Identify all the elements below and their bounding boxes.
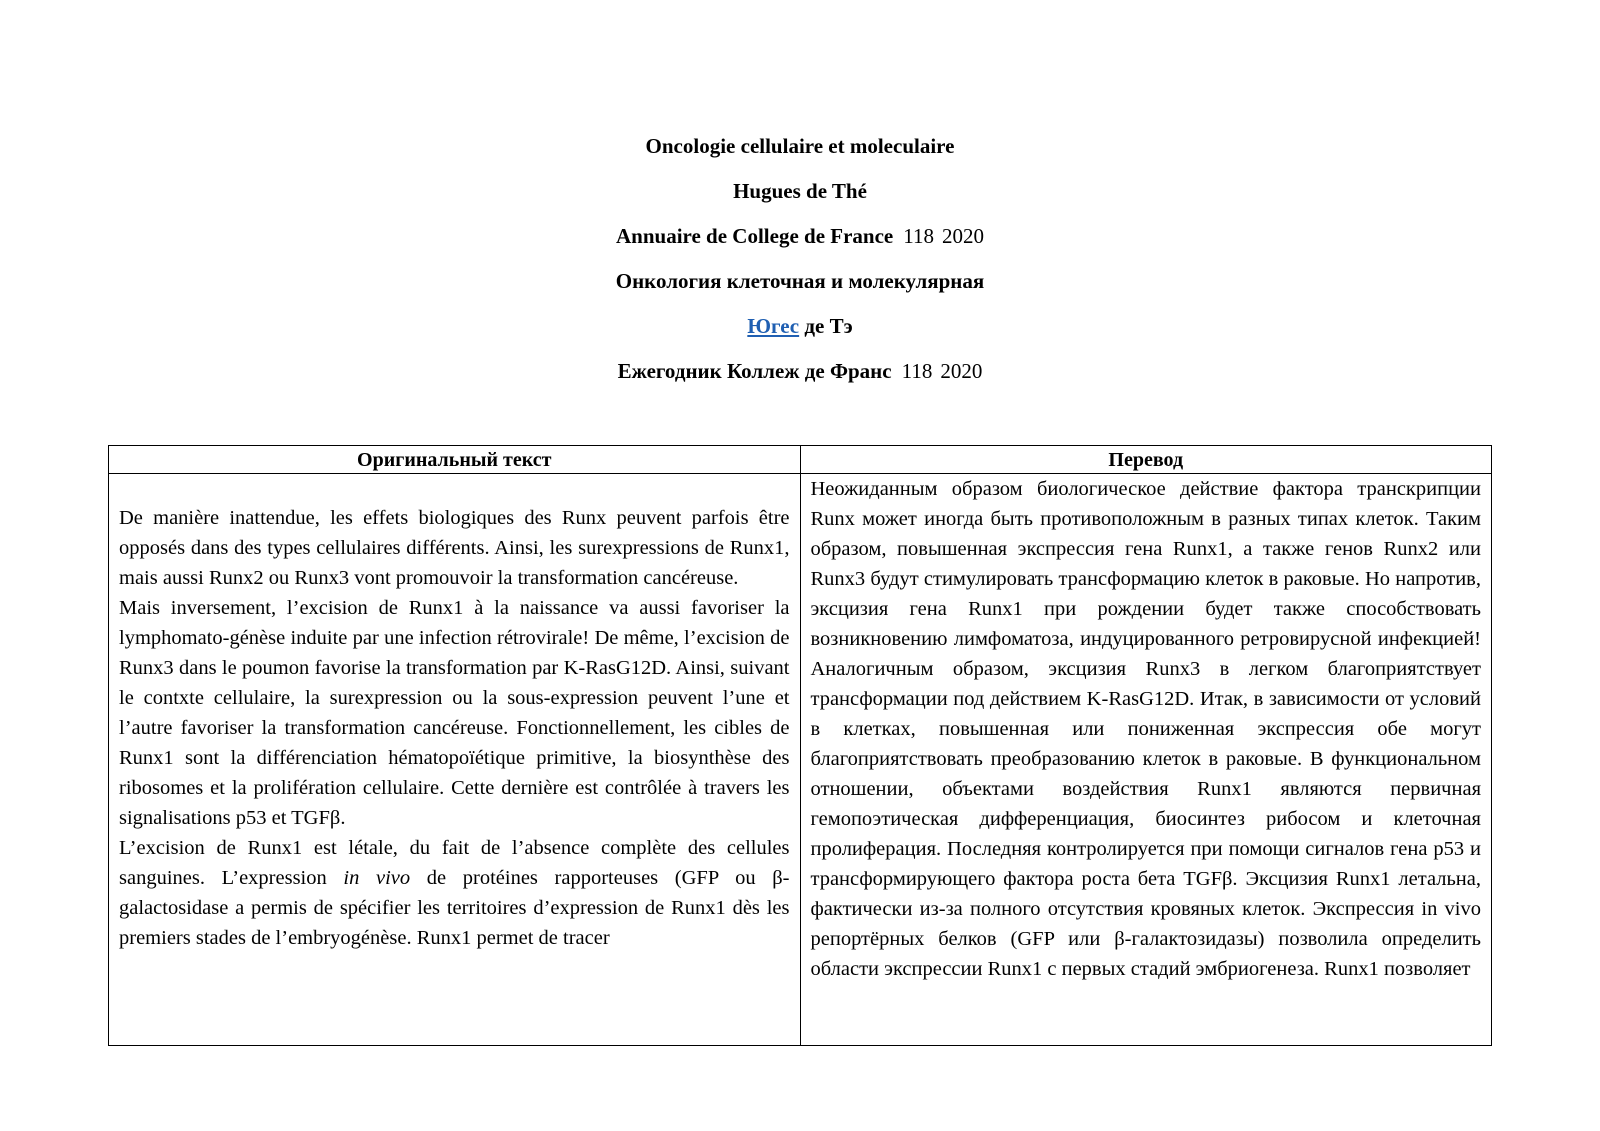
document-header: [0, 128, 1600, 398]
year-ru: 2020: [940, 359, 983, 383]
source-french-text: Annuaire de College de France: [616, 224, 894, 248]
source-russian: [0, 353, 1600, 398]
original-paragraph-3-end: de protéines rapporteuses (GFP ou β-galactosidase a permis de spécifier les territoires d’expression de Runx1 dès les premiers stades de l’embryogénèse. Runx1 permet de tracer: [119, 867, 790, 949]
author-french-text: Hugues de Thé: [733, 179, 867, 203]
original-paragraph-2: Mais inversement, l’excision de Runx1 à la naissance va aussi favoriser la lymphomato-génèse induite par une infection rétrovirale! De même, l’excision de Runx3 dans le poumon favorise la transformation par K-RasG12D. Ainsi, suivant le contxte cellulaire, la surexpression ou la sous-expression peuvent l’une et l’autre favoriser la transformation cancéreuse. Fonctionnellement, les cibles de Runx1 sont la différenciation hématopoïétique primitive, la biosynthèse des ribosomes et la prolifération cellulaire. Cette dernière est contrôlée à travers les signalisations p53 et TGFβ.: [119, 597, 790, 829]
title-french: [0, 128, 1600, 173]
original-text-cell: [109, 474, 801, 1046]
author-russian: [0, 308, 1600, 353]
volume-number-ru: 118: [901, 359, 933, 383]
translation-table: [108, 445, 1492, 1046]
header-original-text: Оригинальный текст: [109, 446, 801, 473]
translation-paragraph: Неожиданным образом биологическое действие фактора транскрипции Runx может иногда быть противоположным в разных типах клеток. Таким образом, повышенная экспрессия гена Runx1, а также генов Runx2 или Runx3 будут стимулировать трансформацию клеток в раковые. Но напротив, эксцизия гена Runx1 при рождении будет также способствовать возникновению лимфоматоза, индуцированного ретровирусной инфекцией! Аналогичным образом, эксцизия Runx3 в легком благоприятствует трансформации под действием K-RasG12D. Итак, в зависимости от условий в клетках, повышенная или пониженная экспрессия обе могут благоприятствовать преобразованию клеток в раковые. В функциональном отношении, объектами воздействия Runx1 являются первичная гемопоэтическая дифференциация, биосинтез рибосом и клеточная пролиферация. Последняя контролируется при помощи сигналов гена p53 и трансформирующего фактора роста бета TGFβ. Эксцизия Runx1 летальна, фактически из-за полного отсутствия кровяных клеток. Экспрессия in vivo репортёрных белков (GFP или β-галактозидазы) позволила определить области экспрессии Runx1 с первых стадий эмбриогенеза. Runx1 позволяет: [810, 478, 1481, 980]
volume-number: 118: [903, 224, 934, 248]
translation-cell: [801, 474, 1492, 1046]
source-russian-text: Ежегодник Коллеж де Франс: [617, 359, 892, 383]
title-russian-text: Онкология клеточная и молекулярная: [615, 269, 985, 293]
title-russian: [0, 263, 1600, 308]
original-paragraph-1: De manière inattendue, les effets biologiques des Runx peuvent parfois être opposés dans des types cellulaires différents. Ainsi, les surexpressions de Runx1, mais aussi Runx2 ou Runx3 vont promouvoir la transformation cancéreuse.: [119, 507, 790, 589]
original-paragraph-3-italic: in vivo: [343, 867, 411, 889]
author-russian-rest: де Тэ: [799, 314, 853, 338]
original-paragraph-3-start: L’excision de Runx1 est létale, du fait de l’absence complète des cellules sanguines. L’expression: [119, 837, 790, 889]
title-french-text: Oncologie cellulaire et moleculaire: [645, 134, 955, 158]
source-french: [0, 218, 1600, 263]
table-body-row: [109, 474, 1491, 1046]
author-russian-link[interactable]: Югес: [747, 314, 800, 338]
author-french: [0, 173, 1600, 218]
header-translation: Перевод: [1108, 449, 1184, 471]
table-header-row: [109, 446, 1491, 474]
year: 2020: [941, 224, 984, 248]
original-paragraph-3: [119, 833, 790, 953]
